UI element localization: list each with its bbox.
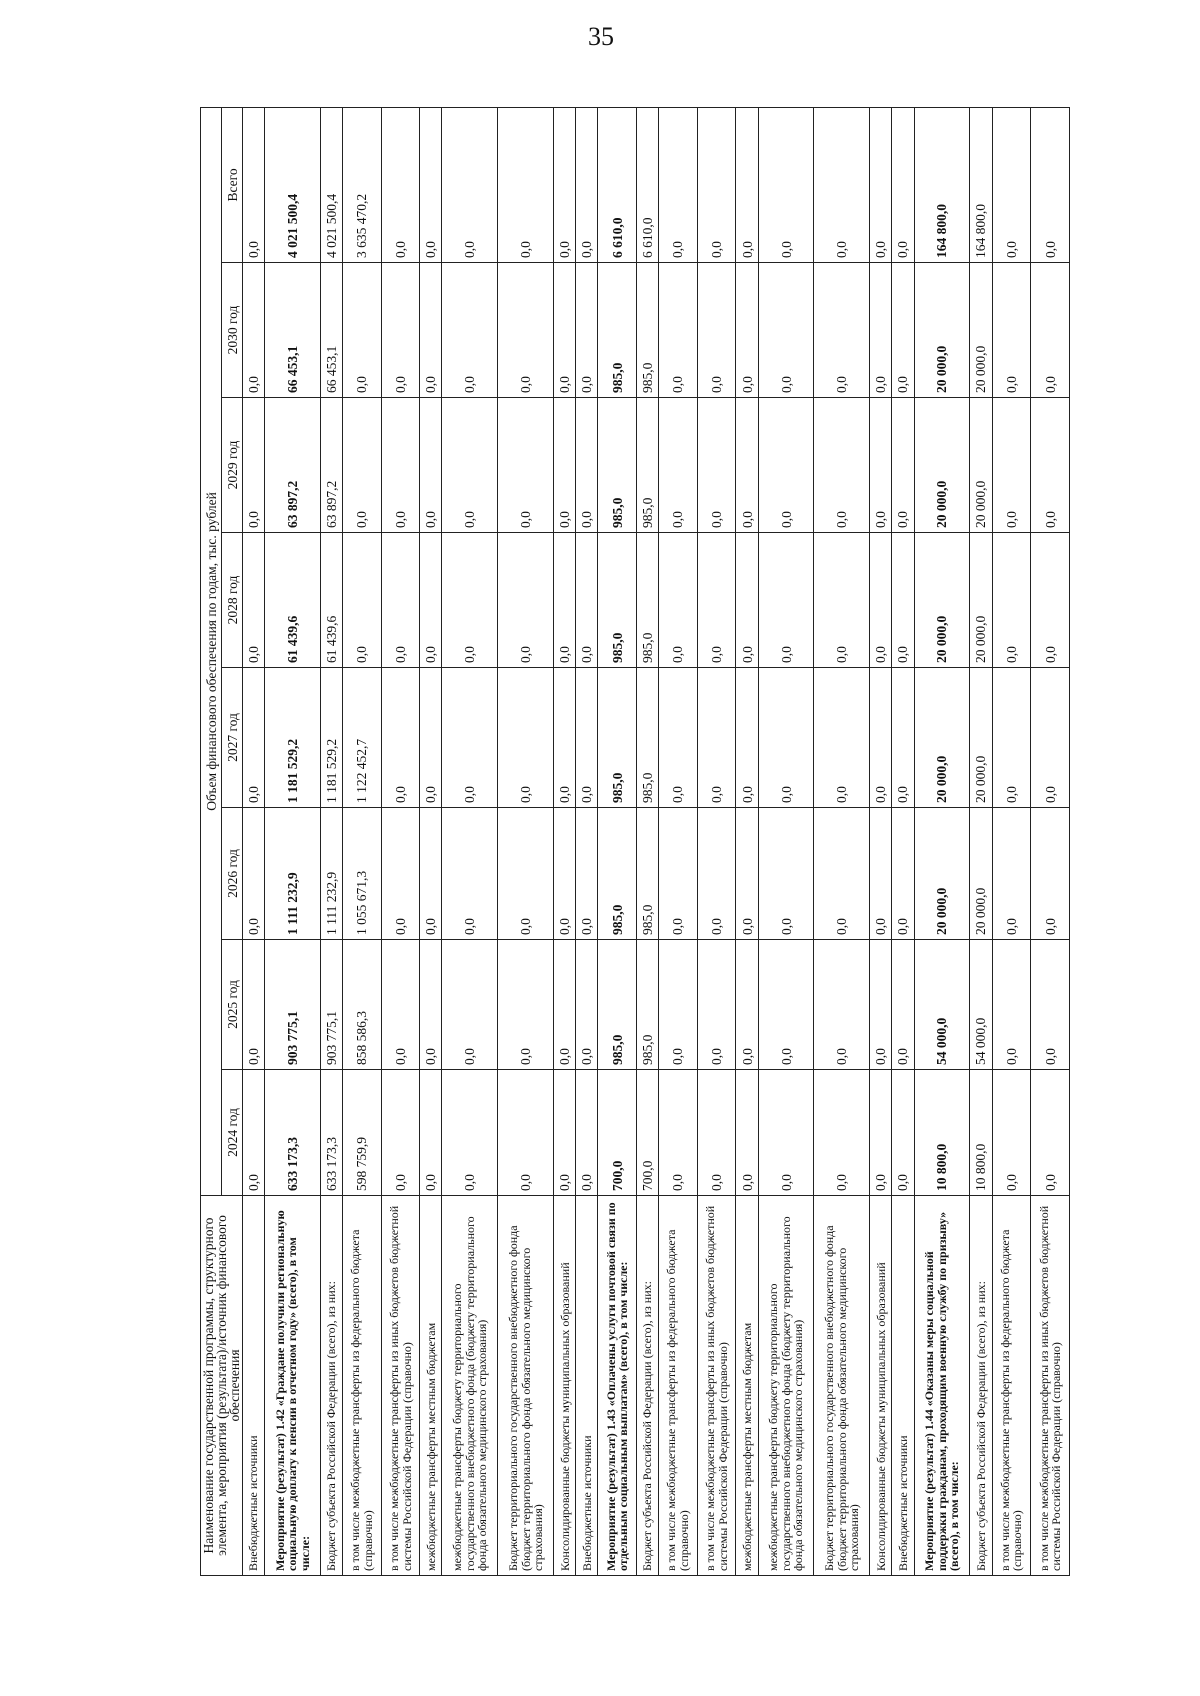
- row-value: 0,0: [420, 1070, 442, 1196]
- row-value: 0,0: [870, 940, 892, 1070]
- row-value: 0,0: [758, 398, 814, 533]
- row-value: 0,0: [892, 398, 914, 533]
- row-value: 0,0: [992, 107, 1031, 262]
- row-value: 0,0: [554, 1070, 576, 1196]
- row-name: в том числе межбюджетные трансферты из иных бюджетов бюджетной системы Российской Федерации (справочно): [697, 1196, 736, 1576]
- row-value: 0,0: [697, 1070, 736, 1196]
- row-value: 0,0: [697, 668, 736, 808]
- row-value: 0,0: [659, 668, 698, 808]
- row-value: 985,0: [598, 808, 637, 940]
- row-value: 903 775,1: [320, 940, 342, 1070]
- row-value: 0,0: [870, 808, 892, 940]
- row-value: 1 181 529,2: [320, 668, 342, 808]
- row-value: 0,0: [659, 533, 698, 668]
- row-value: 20 000,0: [914, 398, 970, 533]
- row-value: 0,0: [992, 808, 1031, 940]
- row-value: 0,0: [758, 1070, 814, 1196]
- row-value: 985,0: [598, 263, 637, 398]
- table-row: [992, 107, 1031, 1575]
- row-value: 0,0: [243, 263, 265, 398]
- table-row: [892, 107, 914, 1575]
- finance-table: [200, 107, 1070, 1576]
- table-row: [659, 107, 698, 1575]
- header-year: 2025 год: [222, 940, 243, 1070]
- row-name: Бюджет субъекта Российской Федерации (всего), из них:: [637, 1196, 659, 1576]
- table-row: [870, 107, 892, 1575]
- table-row: [343, 107, 382, 1575]
- row-name: в том числе межбюджетные трансферты из иных бюджетов бюджетной системы Российской Федерации (справочно): [1031, 1196, 1070, 1576]
- row-value: 0,0: [1031, 808, 1070, 940]
- row-value: 0,0: [659, 1070, 698, 1196]
- row-value: 0,0: [697, 263, 736, 398]
- row-value: 0,0: [576, 668, 598, 808]
- row-name: Внебюджетные источники: [892, 1196, 914, 1576]
- row-value: 0,0: [243, 398, 265, 533]
- table-row: [554, 107, 576, 1575]
- table-row: [498, 107, 554, 1575]
- row-value: 0,0: [697, 808, 736, 940]
- row-value: 0,0: [442, 533, 498, 668]
- row-value: 20 000,0: [914, 668, 970, 808]
- row-value: 700,0: [598, 1070, 637, 1196]
- row-name: Мероприятие (результат) 1.42 «Граждане получили региональную социальную доплату к пенсии в отчетном году» (всего), в том числе:: [265, 1196, 321, 1576]
- row-value: 0,0: [736, 533, 758, 668]
- table-row: [814, 107, 870, 1575]
- row-value: 0,0: [243, 533, 265, 668]
- row-value: 858 586,3: [343, 940, 382, 1070]
- row-value: 20 000,0: [970, 533, 992, 668]
- row-value: 0,0: [814, 940, 870, 1070]
- row-value: 0,0: [442, 263, 498, 398]
- row-value: 0,0: [1031, 533, 1070, 668]
- row-value: 0,0: [343, 398, 382, 533]
- row-name: межбюджетные трансферты бюджету территориального государственного внебюджетного фонда (бюджету территориального фонда обязательного медицинского страхования): [442, 1196, 498, 1576]
- row-value: 0,0: [736, 940, 758, 1070]
- row-value: 0,0: [736, 398, 758, 533]
- row-name: Бюджет территориального государственного внебюджетного фонда (бюджет территориального фонда обязательного медицинского страхования): [814, 1196, 870, 1576]
- row-value: 0,0: [992, 940, 1031, 1070]
- row-name: Бюджет субъекта Российской Федерации (всего), из них:: [320, 1196, 342, 1576]
- header-year: 2027 год: [222, 668, 243, 808]
- row-value: 54 000,0: [914, 940, 970, 1070]
- table-row: [598, 107, 637, 1575]
- row-value: 985,0: [637, 668, 659, 808]
- row-value: 0,0: [243, 1070, 265, 1196]
- row-value: 164 800,0: [914, 107, 970, 262]
- row-value: 0,0: [243, 940, 265, 1070]
- row-value: 0,0: [442, 1070, 498, 1196]
- row-value: 0,0: [870, 668, 892, 808]
- row-value: 6 610,0: [637, 107, 659, 262]
- row-value: 0,0: [420, 940, 442, 1070]
- row-name: Мероприятие (результат) 1.43 «Оплачены услуги почтовой связи по отдельным социальным выплатам» (всего), в том числе:: [598, 1196, 637, 1576]
- row-value: 0,0: [814, 1070, 870, 1196]
- row-value: 0,0: [814, 107, 870, 262]
- page-number: 35: [588, 22, 614, 51]
- row-value: 0,0: [758, 808, 814, 940]
- table-row: [697, 107, 736, 1575]
- row-value: 0,0: [814, 398, 870, 533]
- row-value: 0,0: [758, 533, 814, 668]
- row-name: Консолидированные бюджеты муниципальных образований: [554, 1196, 576, 1576]
- row-value: 0,0: [498, 1070, 554, 1196]
- row-name: Внебюджетные источники: [243, 1196, 265, 1576]
- row-name: межбюджетные трансферты бюджету территориального государственного внебюджетного фонда (бюджету территориального фонда обязательного медицинского страхования): [758, 1196, 814, 1576]
- header-total: Всего: [222, 107, 243, 262]
- row-value: 10 800,0: [970, 1070, 992, 1196]
- row-name: Консолидированные бюджеты муниципальных образований: [870, 1196, 892, 1576]
- row-value: 0,0: [1031, 263, 1070, 398]
- row-value: 0,0: [381, 808, 420, 940]
- row-value: 0,0: [736, 107, 758, 262]
- row-value: 0,0: [870, 1070, 892, 1196]
- table-row: [265, 107, 321, 1575]
- row-value: 0,0: [442, 940, 498, 1070]
- row-value: 985,0: [598, 533, 637, 668]
- row-value: 0,0: [758, 263, 814, 398]
- row-value: 0,0: [814, 668, 870, 808]
- table-row: [381, 107, 420, 1575]
- row-value: 985,0: [637, 533, 659, 668]
- row-value: 0,0: [736, 668, 758, 808]
- row-value: 700,0: [637, 1070, 659, 1196]
- row-value: 0,0: [554, 398, 576, 533]
- row-value: 20 000,0: [970, 668, 992, 808]
- row-value: 0,0: [498, 263, 554, 398]
- row-value: 0,0: [697, 398, 736, 533]
- row-value: 3 635 470,2: [343, 107, 382, 262]
- row-value: 10 800,0: [914, 1070, 970, 1196]
- row-value: 0,0: [576, 107, 598, 262]
- row-value: 0,0: [758, 107, 814, 262]
- row-name: Бюджет территориального государственного внебюджетного фонда (бюджет территориального фонда обязательного медицинского страхования): [498, 1196, 554, 1576]
- row-value: 0,0: [381, 668, 420, 808]
- header-year: 2028 год: [222, 533, 243, 668]
- row-value: 0,0: [892, 668, 914, 808]
- row-value: 0,0: [420, 668, 442, 808]
- row-value: 0,0: [659, 263, 698, 398]
- row-value: 0,0: [576, 263, 598, 398]
- row-value: 633 173,3: [320, 1070, 342, 1196]
- row-value: 54 000,0: [970, 940, 992, 1070]
- row-value: 633 173,3: [265, 1070, 321, 1196]
- table-row: [1031, 107, 1070, 1575]
- row-value: 0,0: [420, 263, 442, 398]
- table-row: [243, 107, 265, 1575]
- row-value: 0,0: [870, 107, 892, 262]
- row-value: 0,0: [576, 398, 598, 533]
- row-value: 66 453,1: [265, 263, 321, 398]
- row-value: 20 000,0: [970, 263, 992, 398]
- row-value: 0,0: [243, 808, 265, 940]
- row-value: 0,0: [870, 533, 892, 668]
- row-value: 0,0: [442, 808, 498, 940]
- row-value: 0,0: [243, 668, 265, 808]
- row-value: 0,0: [992, 263, 1031, 398]
- row-value: 66 453,1: [320, 263, 342, 398]
- row-value: 0,0: [992, 398, 1031, 533]
- row-value: 985,0: [598, 940, 637, 1070]
- row-value: 0,0: [381, 533, 420, 668]
- row-value: 61 439,6: [320, 533, 342, 668]
- row-value: 598 759,9: [343, 1070, 382, 1196]
- table-body: [243, 107, 1070, 1575]
- row-value: 0,0: [736, 1070, 758, 1196]
- row-value: 1 055 671,3: [343, 808, 382, 940]
- row-value: 6 610,0: [598, 107, 637, 262]
- table-row: [736, 107, 758, 1575]
- row-value: 0,0: [659, 808, 698, 940]
- table-row: [914, 107, 970, 1575]
- row-value: 0,0: [420, 107, 442, 262]
- row-value: 4 021 500,4: [320, 107, 342, 262]
- row-value: 63 897,2: [265, 398, 321, 533]
- row-value: 0,0: [697, 940, 736, 1070]
- row-value: 0,0: [576, 533, 598, 668]
- row-name: межбюджетные трансферты местным бюджетам: [420, 1196, 442, 1576]
- row-value: 0,0: [554, 107, 576, 262]
- row-value: 985,0: [637, 940, 659, 1070]
- row-value: 0,0: [343, 533, 382, 668]
- row-value: 0,0: [1031, 668, 1070, 808]
- row-value: 20 000,0: [914, 808, 970, 940]
- row-value: 0,0: [442, 668, 498, 808]
- row-value: 0,0: [381, 1070, 420, 1196]
- row-value: 0,0: [442, 107, 498, 262]
- row-value: 0,0: [892, 940, 914, 1070]
- row-value: 61 439,6: [265, 533, 321, 668]
- row-name: межбюджетные трансферты местным бюджетам: [736, 1196, 758, 1576]
- row-value: 0,0: [697, 107, 736, 262]
- row-value: 0,0: [498, 940, 554, 1070]
- table-row: [320, 107, 342, 1575]
- row-value: 0,0: [498, 668, 554, 808]
- row-value: 0,0: [892, 263, 914, 398]
- row-value: 20 000,0: [970, 398, 992, 533]
- row-value: 0,0: [554, 533, 576, 668]
- table-row: [442, 107, 498, 1575]
- row-value: 0,0: [1031, 1070, 1070, 1196]
- row-value: 20 000,0: [970, 808, 992, 940]
- row-value: 0,0: [381, 398, 420, 533]
- row-value: 0,0: [892, 533, 914, 668]
- row-value: 985,0: [637, 808, 659, 940]
- row-value: 0,0: [814, 533, 870, 668]
- row-value: 0,0: [736, 808, 758, 940]
- row-value: 0,0: [892, 808, 914, 940]
- row-value: 0,0: [498, 107, 554, 262]
- header-year: 2030 год: [222, 263, 243, 398]
- row-name: в том числе межбюджетные трансферты из федерального бюджета (справочно): [992, 1196, 1031, 1576]
- row-value: 0,0: [992, 668, 1031, 808]
- row-value: 0,0: [554, 668, 576, 808]
- header-volume: Объем финансового обеспечения по годам, тыс. рублей: [201, 107, 222, 1195]
- row-value: 0,0: [381, 940, 420, 1070]
- row-value: 0,0: [554, 940, 576, 1070]
- row-value: 0,0: [870, 263, 892, 398]
- row-value: 0,0: [814, 263, 870, 398]
- row-value: 0,0: [992, 1070, 1031, 1196]
- row-value: 0,0: [381, 107, 420, 262]
- row-value: 0,0: [992, 533, 1031, 668]
- row-value: 0,0: [1031, 940, 1070, 1070]
- header-year: 2024 год: [222, 1070, 243, 1196]
- table-row: [576, 107, 598, 1575]
- row-value: 0,0: [758, 668, 814, 808]
- table-row: [637, 107, 659, 1575]
- table-row: [758, 107, 814, 1575]
- row-value: 0,0: [442, 398, 498, 533]
- row-value: 0,0: [576, 940, 598, 1070]
- row-value: 0,0: [659, 107, 698, 262]
- row-value: 0,0: [498, 398, 554, 533]
- row-value: 1 111 232,9: [320, 808, 342, 940]
- row-value: 0,0: [697, 533, 736, 668]
- header-year: 2029 год: [222, 398, 243, 533]
- row-value: 0,0: [243, 107, 265, 262]
- row-value: 0,0: [758, 940, 814, 1070]
- row-value: 0,0: [420, 808, 442, 940]
- row-value: 63 897,2: [320, 398, 342, 533]
- row-value: 985,0: [598, 668, 637, 808]
- header-row-1: [201, 107, 222, 1575]
- row-value: 0,0: [381, 263, 420, 398]
- row-name: в том числе межбюджетные трансферты из федерального бюджета (справочно): [659, 1196, 698, 1576]
- table-row: [420, 107, 442, 1575]
- row-name: Мероприятие (результат) 1.44 «Оказаны меры социальной поддержки гражданам, проходящим военную службу по призыву» (всего), в том числе:: [914, 1196, 970, 1576]
- row-value: 985,0: [637, 398, 659, 533]
- row-value: 903 775,1: [265, 940, 321, 1070]
- rotated-table-container: [200, 108, 1064, 1576]
- row-value: 0,0: [870, 398, 892, 533]
- row-name: в том числе межбюджетные трансферты из федерального бюджета (справочно): [343, 1196, 382, 1576]
- row-value: 0,0: [892, 1070, 914, 1196]
- row-value: 0,0: [343, 263, 382, 398]
- row-value: 985,0: [598, 398, 637, 533]
- row-value: 0,0: [736, 263, 758, 398]
- row-value: 0,0: [1031, 398, 1070, 533]
- row-value: 0,0: [576, 808, 598, 940]
- row-value: 0,0: [659, 940, 698, 1070]
- row-value: 0,0: [498, 533, 554, 668]
- row-name: Внебюджетные источники: [576, 1196, 598, 1576]
- row-value: 0,0: [554, 263, 576, 398]
- row-value: 0,0: [659, 398, 698, 533]
- row-value: 20 000,0: [914, 263, 970, 398]
- row-value: 0,0: [576, 1070, 598, 1196]
- row-value: 1 181 529,2: [265, 668, 321, 808]
- row-value: 0,0: [498, 808, 554, 940]
- row-value: 164 800,0: [970, 107, 992, 262]
- header-year: 2026 год: [222, 808, 243, 940]
- row-value: 1 122 452,7: [343, 668, 382, 808]
- row-value: 0,0: [420, 398, 442, 533]
- row-value: 1 111 232,9: [265, 808, 321, 940]
- row-value: 4 021 500,4: [265, 107, 321, 262]
- row-name: Бюджет субъекта Российской Федерации (всего), из них:: [970, 1196, 992, 1576]
- row-value: 0,0: [814, 808, 870, 940]
- row-value: 985,0: [637, 263, 659, 398]
- row-value: 20 000,0: [914, 533, 970, 668]
- row-value: 0,0: [892, 107, 914, 262]
- row-value: 0,0: [554, 808, 576, 940]
- header-name-col: Наименование государственной программы, структурного элемента, мероприятия (результата)/источник финансового обеспечения: [201, 1196, 243, 1576]
- row-name: в том числе межбюджетные трансферты из иных бюджетов бюджетной системы Российской Федерации (справочно): [381, 1196, 420, 1576]
- table-row: [970, 107, 992, 1575]
- row-value: 0,0: [420, 533, 442, 668]
- row-value: 0,0: [1031, 107, 1070, 262]
